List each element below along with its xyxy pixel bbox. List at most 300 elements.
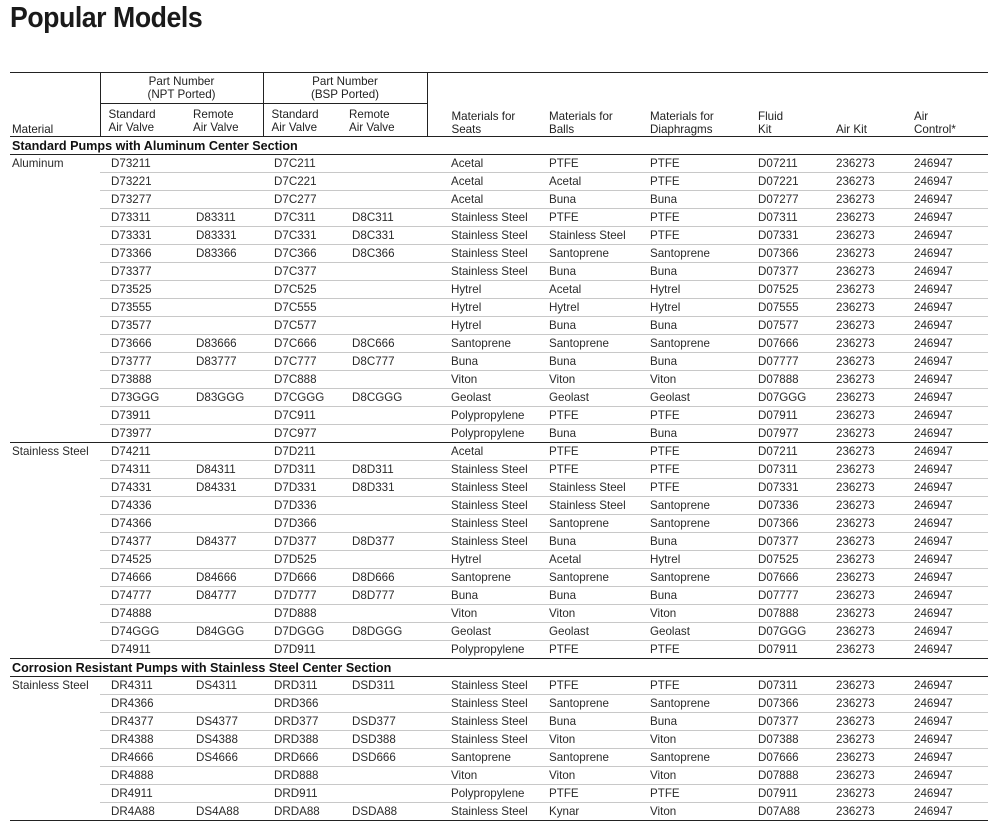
cell-balls: Viton: [529, 605, 630, 623]
row-material-empty: [10, 353, 100, 371]
cell-seats: Viton: [427, 605, 529, 623]
cell-seats: Stainless Steel: [427, 515, 529, 533]
table-row: [10, 443, 988, 461]
header-npt-standard: Standard Air Valve: [100, 104, 185, 137]
cell-fluid-kit: D07311: [734, 209, 812, 227]
cell-air-kit: 236273: [812, 551, 890, 569]
cell-air-kit: 236273: [812, 281, 890, 299]
cell-seats: Stainless Steel: [427, 533, 529, 551]
cell-npt-standard: DR4366: [100, 695, 185, 713]
cell-fluid-kit: D07911: [734, 407, 812, 425]
cell-npt-standard: D73GGG: [100, 389, 185, 407]
cell-diaphragms: PTFE: [630, 479, 734, 497]
cell-air-control: 246947: [890, 155, 988, 173]
cell-npt-remote: [185, 299, 263, 317]
cell-npt-remote: DS4388: [185, 731, 263, 749]
cell-bsp-standard: D7D211: [263, 443, 341, 461]
cell-air-control: 246947: [890, 425, 988, 443]
cell-air-control: 246947: [890, 479, 988, 497]
table-row: [10, 767, 988, 785]
cell-npt-standard: D73555: [100, 299, 185, 317]
cell-npt-standard: D73277: [100, 191, 185, 209]
cell-bsp-remote: [341, 425, 427, 443]
row-material-empty: [10, 335, 100, 353]
cell-bsp-remote: D8D311: [341, 461, 427, 479]
row-material-empty: [10, 371, 100, 389]
row-material-empty: [10, 173, 100, 191]
cell-diaphragms: PTFE: [630, 461, 734, 479]
cell-air-kit: 236273: [812, 173, 890, 191]
cell-bsp-remote: D8D666: [341, 569, 427, 587]
cell-bsp-standard: D7D311: [263, 461, 341, 479]
cell-bsp-remote: [341, 173, 427, 191]
cell-npt-standard: DR4888: [100, 767, 185, 785]
cell-balls: PTFE: [529, 677, 630, 695]
cell-seats: Hytrel: [427, 281, 529, 299]
cell-npt-standard: D74888: [100, 605, 185, 623]
cell-bsp-remote: [341, 155, 427, 173]
cell-diaphragms: Buna: [630, 353, 734, 371]
cell-diaphragms: Viton: [630, 767, 734, 785]
cell-diaphragms: Viton: [630, 731, 734, 749]
row-material-empty: [10, 245, 100, 263]
cell-bsp-standard: D7CGGG: [263, 389, 341, 407]
cell-npt-remote: D84777: [185, 587, 263, 605]
cell-air-kit: 236273: [812, 371, 890, 389]
table-row: [10, 281, 988, 299]
cell-seats: Stainless Steel: [427, 263, 529, 281]
cell-diaphragms: Hytrel: [630, 551, 734, 569]
cell-air-control: 246947: [890, 677, 988, 695]
cell-npt-remote: D84666: [185, 569, 263, 587]
cell-seats: Polypropylene: [427, 425, 529, 443]
cell-air-kit: 236273: [812, 587, 890, 605]
row-material-empty: [10, 407, 100, 425]
cell-air-control: 246947: [890, 281, 988, 299]
cell-npt-remote: [185, 515, 263, 533]
cell-air-kit: 236273: [812, 353, 890, 371]
cell-seats: Acetal: [427, 443, 529, 461]
cell-diaphragms: Buna: [630, 713, 734, 731]
cell-air-kit: 236273: [812, 623, 890, 641]
cell-npt-standard: D74366: [100, 515, 185, 533]
cell-air-kit: 236273: [812, 227, 890, 245]
row-material-empty: [10, 461, 100, 479]
cell-air-kit: 236273: [812, 479, 890, 497]
cell-balls: Buna: [529, 425, 630, 443]
table-row: [10, 353, 988, 371]
cell-npt-standard: D74525: [100, 551, 185, 569]
cell-fluid-kit: D07A88: [734, 803, 812, 821]
cell-seats: Buna: [427, 587, 529, 605]
popular-models-table: [10, 72, 988, 821]
cell-bsp-standard: D7C525: [263, 281, 341, 299]
cell-bsp-remote: DSD388: [341, 731, 427, 749]
table-row: [10, 497, 988, 515]
cell-seats: Santoprene: [427, 569, 529, 587]
cell-diaphragms: Buna: [630, 317, 734, 335]
cell-fluid-kit: D07366: [734, 515, 812, 533]
table-row: [10, 569, 988, 587]
cell-air-kit: 236273: [812, 803, 890, 821]
cell-diaphragms: PTFE: [630, 641, 734, 659]
cell-seats: Polypropylene: [427, 407, 529, 425]
cell-diaphragms: Viton: [630, 605, 734, 623]
cell-fluid-kit: D07211: [734, 155, 812, 173]
cell-diaphragms: Santoprene: [630, 695, 734, 713]
cell-diaphragms: PTFE: [630, 155, 734, 173]
cell-air-kit: 236273: [812, 695, 890, 713]
row-material-empty: [10, 695, 100, 713]
cell-bsp-standard: D7C911: [263, 407, 341, 425]
cell-diaphragms: Santoprene: [630, 749, 734, 767]
cell-seats: Stainless Steel: [427, 497, 529, 515]
cell-seats: Hytrel: [427, 317, 529, 335]
cell-diaphragms: PTFE: [630, 407, 734, 425]
cell-air-kit: 236273: [812, 515, 890, 533]
cell-fluid-kit: D07331: [734, 227, 812, 245]
table-row: [10, 299, 988, 317]
cell-seats: Viton: [427, 371, 529, 389]
cell-npt-standard: D74211: [100, 443, 185, 461]
cell-npt-standard: D73377: [100, 263, 185, 281]
cell-air-kit: 236273: [812, 497, 890, 515]
row-material-empty: [10, 749, 100, 767]
cell-fluid-kit: D07331: [734, 479, 812, 497]
cell-npt-standard: D74311: [100, 461, 185, 479]
cell-air-control: 246947: [890, 461, 988, 479]
row-material-empty: [10, 551, 100, 569]
cell-air-control: 246947: [890, 407, 988, 425]
cell-bsp-standard: D7C577: [263, 317, 341, 335]
cell-fluid-kit: D07377: [734, 533, 812, 551]
cell-bsp-standard: D7C331: [263, 227, 341, 245]
table-row: [10, 713, 988, 731]
table-row: [10, 335, 988, 353]
cell-npt-standard: DR4911: [100, 785, 185, 803]
table-row: [10, 479, 988, 497]
cell-npt-standard: D73666: [100, 335, 185, 353]
cell-npt-standard: D73311: [100, 209, 185, 227]
cell-npt-standard: D74336: [100, 497, 185, 515]
cell-fluid-kit: D07211: [734, 443, 812, 461]
cell-npt-standard: D74GGG: [100, 623, 185, 641]
header-bsp-group: Part Number (BSP Ported): [263, 73, 427, 104]
cell-bsp-standard: D7D377: [263, 533, 341, 551]
cell-air-kit: 236273: [812, 641, 890, 659]
cell-balls: Buna: [529, 263, 630, 281]
cell-fluid-kit: D07377: [734, 713, 812, 731]
cell-fluid-kit: D07888: [734, 371, 812, 389]
cell-air-control: 246947: [890, 173, 988, 191]
cell-bsp-remote: [341, 515, 427, 533]
cell-diaphragms: PTFE: [630, 443, 734, 461]
cell-air-control: 246947: [890, 623, 988, 641]
cell-diaphragms: Geolast: [630, 623, 734, 641]
cell-fluid-kit: D07311: [734, 677, 812, 695]
cell-bsp-standard: D7C777: [263, 353, 341, 371]
cell-air-control: 246947: [890, 227, 988, 245]
cell-bsp-remote: [341, 785, 427, 803]
cell-diaphragms: Hytrel: [630, 281, 734, 299]
row-material-empty: [10, 569, 100, 587]
cell-balls: Buna: [529, 191, 630, 209]
cell-diaphragms: PTFE: [630, 227, 734, 245]
cell-bsp-standard: D7D336: [263, 497, 341, 515]
cell-npt-remote: [185, 695, 263, 713]
cell-bsp-remote: D8D777: [341, 587, 427, 605]
cell-npt-standard: D73977: [100, 425, 185, 443]
cell-air-kit: 236273: [812, 389, 890, 407]
cell-balls: PTFE: [529, 155, 630, 173]
cell-fluid-kit: D07911: [734, 785, 812, 803]
cell-seats: Stainless Steel: [427, 695, 529, 713]
row-material-empty: [10, 191, 100, 209]
cell-balls: Viton: [529, 731, 630, 749]
cell-bsp-standard: D7C277: [263, 191, 341, 209]
cell-bsp-remote: [341, 407, 427, 425]
cell-npt-standard: D74666: [100, 569, 185, 587]
cell-bsp-standard: DRD311: [263, 677, 341, 695]
cell-diaphragms: Buna: [630, 533, 734, 551]
cell-diaphragms: Santoprene: [630, 497, 734, 515]
cell-fluid-kit: D07977: [734, 425, 812, 443]
table-row: [10, 425, 988, 443]
cell-air-kit: 236273: [812, 209, 890, 227]
cell-air-kit: 236273: [812, 713, 890, 731]
cell-balls: Hytrel: [529, 299, 630, 317]
cell-fluid-kit: D07366: [734, 695, 812, 713]
table-header: [10, 73, 988, 137]
cell-seats: Stainless Steel: [427, 227, 529, 245]
cell-npt-remote: [185, 371, 263, 389]
cell-balls: Santoprene: [529, 749, 630, 767]
cell-bsp-standard: D7C666: [263, 335, 341, 353]
cell-balls: Santoprene: [529, 515, 630, 533]
cell-bsp-remote: D8C366: [341, 245, 427, 263]
cell-npt-remote: D84331: [185, 479, 263, 497]
cell-diaphragms: Viton: [630, 803, 734, 821]
cell-air-control: 246947: [890, 767, 988, 785]
cell-npt-remote: [185, 407, 263, 425]
cell-npt-standard: D73211: [100, 155, 185, 173]
cell-fluid-kit: D07336: [734, 497, 812, 515]
cell-air-kit: 236273: [812, 749, 890, 767]
cell-seats: Geolast: [427, 389, 529, 407]
cell-seats: Santoprene: [427, 335, 529, 353]
row-material-empty: [10, 389, 100, 407]
cell-bsp-standard: D7C377: [263, 263, 341, 281]
cell-npt-standard: DR4311: [100, 677, 185, 695]
cell-balls: Viton: [529, 371, 630, 389]
cell-npt-standard: DR4A88: [100, 803, 185, 821]
cell-balls: Stainless Steel: [529, 227, 630, 245]
cell-air-control: 246947: [890, 497, 988, 515]
cell-npt-standard: D73911: [100, 407, 185, 425]
cell-air-control: 246947: [890, 443, 988, 461]
cell-air-control: 246947: [890, 731, 988, 749]
cell-npt-standard: D73525: [100, 281, 185, 299]
cell-balls: Geolast: [529, 623, 630, 641]
cell-npt-remote: [185, 497, 263, 515]
cell-balls: Acetal: [529, 173, 630, 191]
cell-fluid-kit: D07888: [734, 605, 812, 623]
cell-diaphragms: Viton: [630, 371, 734, 389]
cell-npt-standard: D73331: [100, 227, 185, 245]
cell-bsp-standard: D7C555: [263, 299, 341, 317]
cell-balls: PTFE: [529, 209, 630, 227]
row-material: Stainless Steel: [12, 679, 89, 693]
row-material-empty: [10, 605, 100, 623]
cell-air-control: 246947: [890, 335, 988, 353]
table-row: [10, 173, 988, 191]
cell-balls: Buna: [529, 317, 630, 335]
cell-diaphragms: Geolast: [630, 389, 734, 407]
cell-npt-standard: D74777: [100, 587, 185, 605]
cell-air-control: 246947: [890, 641, 988, 659]
cell-bsp-standard: DRD366: [263, 695, 341, 713]
cell-bsp-remote: [341, 767, 427, 785]
cell-npt-remote: [185, 767, 263, 785]
cell-seats: Geolast: [427, 623, 529, 641]
cell-bsp-standard: DRD666: [263, 749, 341, 767]
cell-npt-remote: D84GGG: [185, 623, 263, 641]
cell-bsp-remote: [341, 551, 427, 569]
cell-air-kit: 236273: [812, 317, 890, 335]
cell-bsp-standard: D7C977: [263, 425, 341, 443]
cell-bsp-remote: [341, 299, 427, 317]
cell-bsp-standard: D7DGGG: [263, 623, 341, 641]
cell-bsp-remote: [341, 695, 427, 713]
cell-fluid-kit: D07777: [734, 353, 812, 371]
cell-air-control: 246947: [890, 191, 988, 209]
cell-balls: PTFE: [529, 785, 630, 803]
cell-fluid-kit: D07525: [734, 551, 812, 569]
header-balls: Materials for Balls: [529, 73, 630, 137]
cell-seats: Stainless Steel: [427, 677, 529, 695]
cell-bsp-standard: D7D888: [263, 605, 341, 623]
cell-npt-remote: [185, 281, 263, 299]
cell-bsp-standard: D7D777: [263, 587, 341, 605]
cell-seats: Stainless Steel: [427, 209, 529, 227]
header-air-kit: Air Kit: [812, 73, 890, 137]
table-row: [10, 209, 988, 227]
cell-diaphragms: Santoprene: [630, 245, 734, 263]
cell-npt-remote: [185, 173, 263, 191]
cell-balls: Acetal: [529, 281, 630, 299]
table-row: [10, 731, 988, 749]
cell-fluid-kit: D07666: [734, 335, 812, 353]
row-material-empty: [10, 785, 100, 803]
cell-bsp-remote: [341, 317, 427, 335]
cell-bsp-standard: D7D525: [263, 551, 341, 569]
header-seats: Materials for Seats: [427, 73, 529, 137]
cell-air-kit: 236273: [812, 407, 890, 425]
table-row: [10, 389, 988, 407]
row-material-empty: [10, 263, 100, 281]
cell-seats: Hytrel: [427, 551, 529, 569]
cell-diaphragms: Buna: [630, 587, 734, 605]
cell-bsp-remote: [341, 281, 427, 299]
cell-npt-remote: [185, 425, 263, 443]
cell-npt-remote: [185, 605, 263, 623]
cell-air-control: 246947: [890, 389, 988, 407]
cell-balls: Kynar: [529, 803, 630, 821]
section-title: Standard Pumps with Aluminum Center Section: [10, 137, 988, 155]
cell-air-kit: 236273: [812, 245, 890, 263]
cell-npt-standard: D74911: [100, 641, 185, 659]
cell-balls: PTFE: [529, 461, 630, 479]
table-row: [10, 641, 988, 659]
cell-diaphragms: Buna: [630, 425, 734, 443]
row-material-empty: [10, 227, 100, 245]
cell-npt-standard: D73888: [100, 371, 185, 389]
row-material-empty: [10, 497, 100, 515]
cell-bsp-standard: DRDA88: [263, 803, 341, 821]
table-row: [10, 551, 988, 569]
cell-npt-standard: DR4666: [100, 749, 185, 767]
cell-fluid-kit: D07GGG: [734, 623, 812, 641]
cell-bsp-remote: D8D331: [341, 479, 427, 497]
table-row: [10, 695, 988, 713]
cell-bsp-remote: D8C666: [341, 335, 427, 353]
table-row: [10, 317, 988, 335]
cell-npt-standard: DR4388: [100, 731, 185, 749]
cell-air-control: 246947: [890, 371, 988, 389]
cell-balls: PTFE: [529, 443, 630, 461]
cell-npt-remote: [185, 641, 263, 659]
header-material: Material: [10, 73, 100, 137]
cell-diaphragms: PTFE: [630, 785, 734, 803]
cell-air-control: 246947: [890, 353, 988, 371]
cell-npt-remote: D83777: [185, 353, 263, 371]
cell-seats: Stainless Steel: [427, 461, 529, 479]
cell-fluid-kit: D07388: [734, 731, 812, 749]
cell-air-control: 246947: [890, 263, 988, 281]
cell-seats: Polypropylene: [427, 641, 529, 659]
cell-fluid-kit: D07525: [734, 281, 812, 299]
cell-seats: Acetal: [427, 173, 529, 191]
row-material-empty: [10, 533, 100, 551]
row-material-empty: [10, 281, 100, 299]
table-row: [10, 605, 988, 623]
cell-bsp-remote: D8C331: [341, 227, 427, 245]
cell-npt-remote: DS4377: [185, 713, 263, 731]
cell-air-control: 246947: [890, 803, 988, 821]
cell-seats: Polypropylene: [427, 785, 529, 803]
table-row: [10, 371, 988, 389]
cell-air-kit: 236273: [812, 605, 890, 623]
cell-seats: Buna: [427, 353, 529, 371]
cell-bsp-standard: DRD911: [263, 785, 341, 803]
cell-bsp-standard: D7C211: [263, 155, 341, 173]
cell-air-kit: 236273: [812, 569, 890, 587]
row-material-empty: [10, 209, 100, 227]
cell-diaphragms: Santoprene: [630, 515, 734, 533]
cell-bsp-remote: [341, 497, 427, 515]
cell-balls: Acetal: [529, 551, 630, 569]
cell-bsp-standard: D7D666: [263, 569, 341, 587]
cell-air-kit: 236273: [812, 263, 890, 281]
cell-diaphragms: Buna: [630, 263, 734, 281]
table-body: [10, 137, 988, 821]
cell-air-kit: 236273: [812, 767, 890, 785]
table-row: [10, 677, 988, 695]
row-material-empty: [10, 515, 100, 533]
cell-bsp-remote: [341, 605, 427, 623]
cell-bsp-standard: D7D366: [263, 515, 341, 533]
cell-air-control: 246947: [890, 587, 988, 605]
